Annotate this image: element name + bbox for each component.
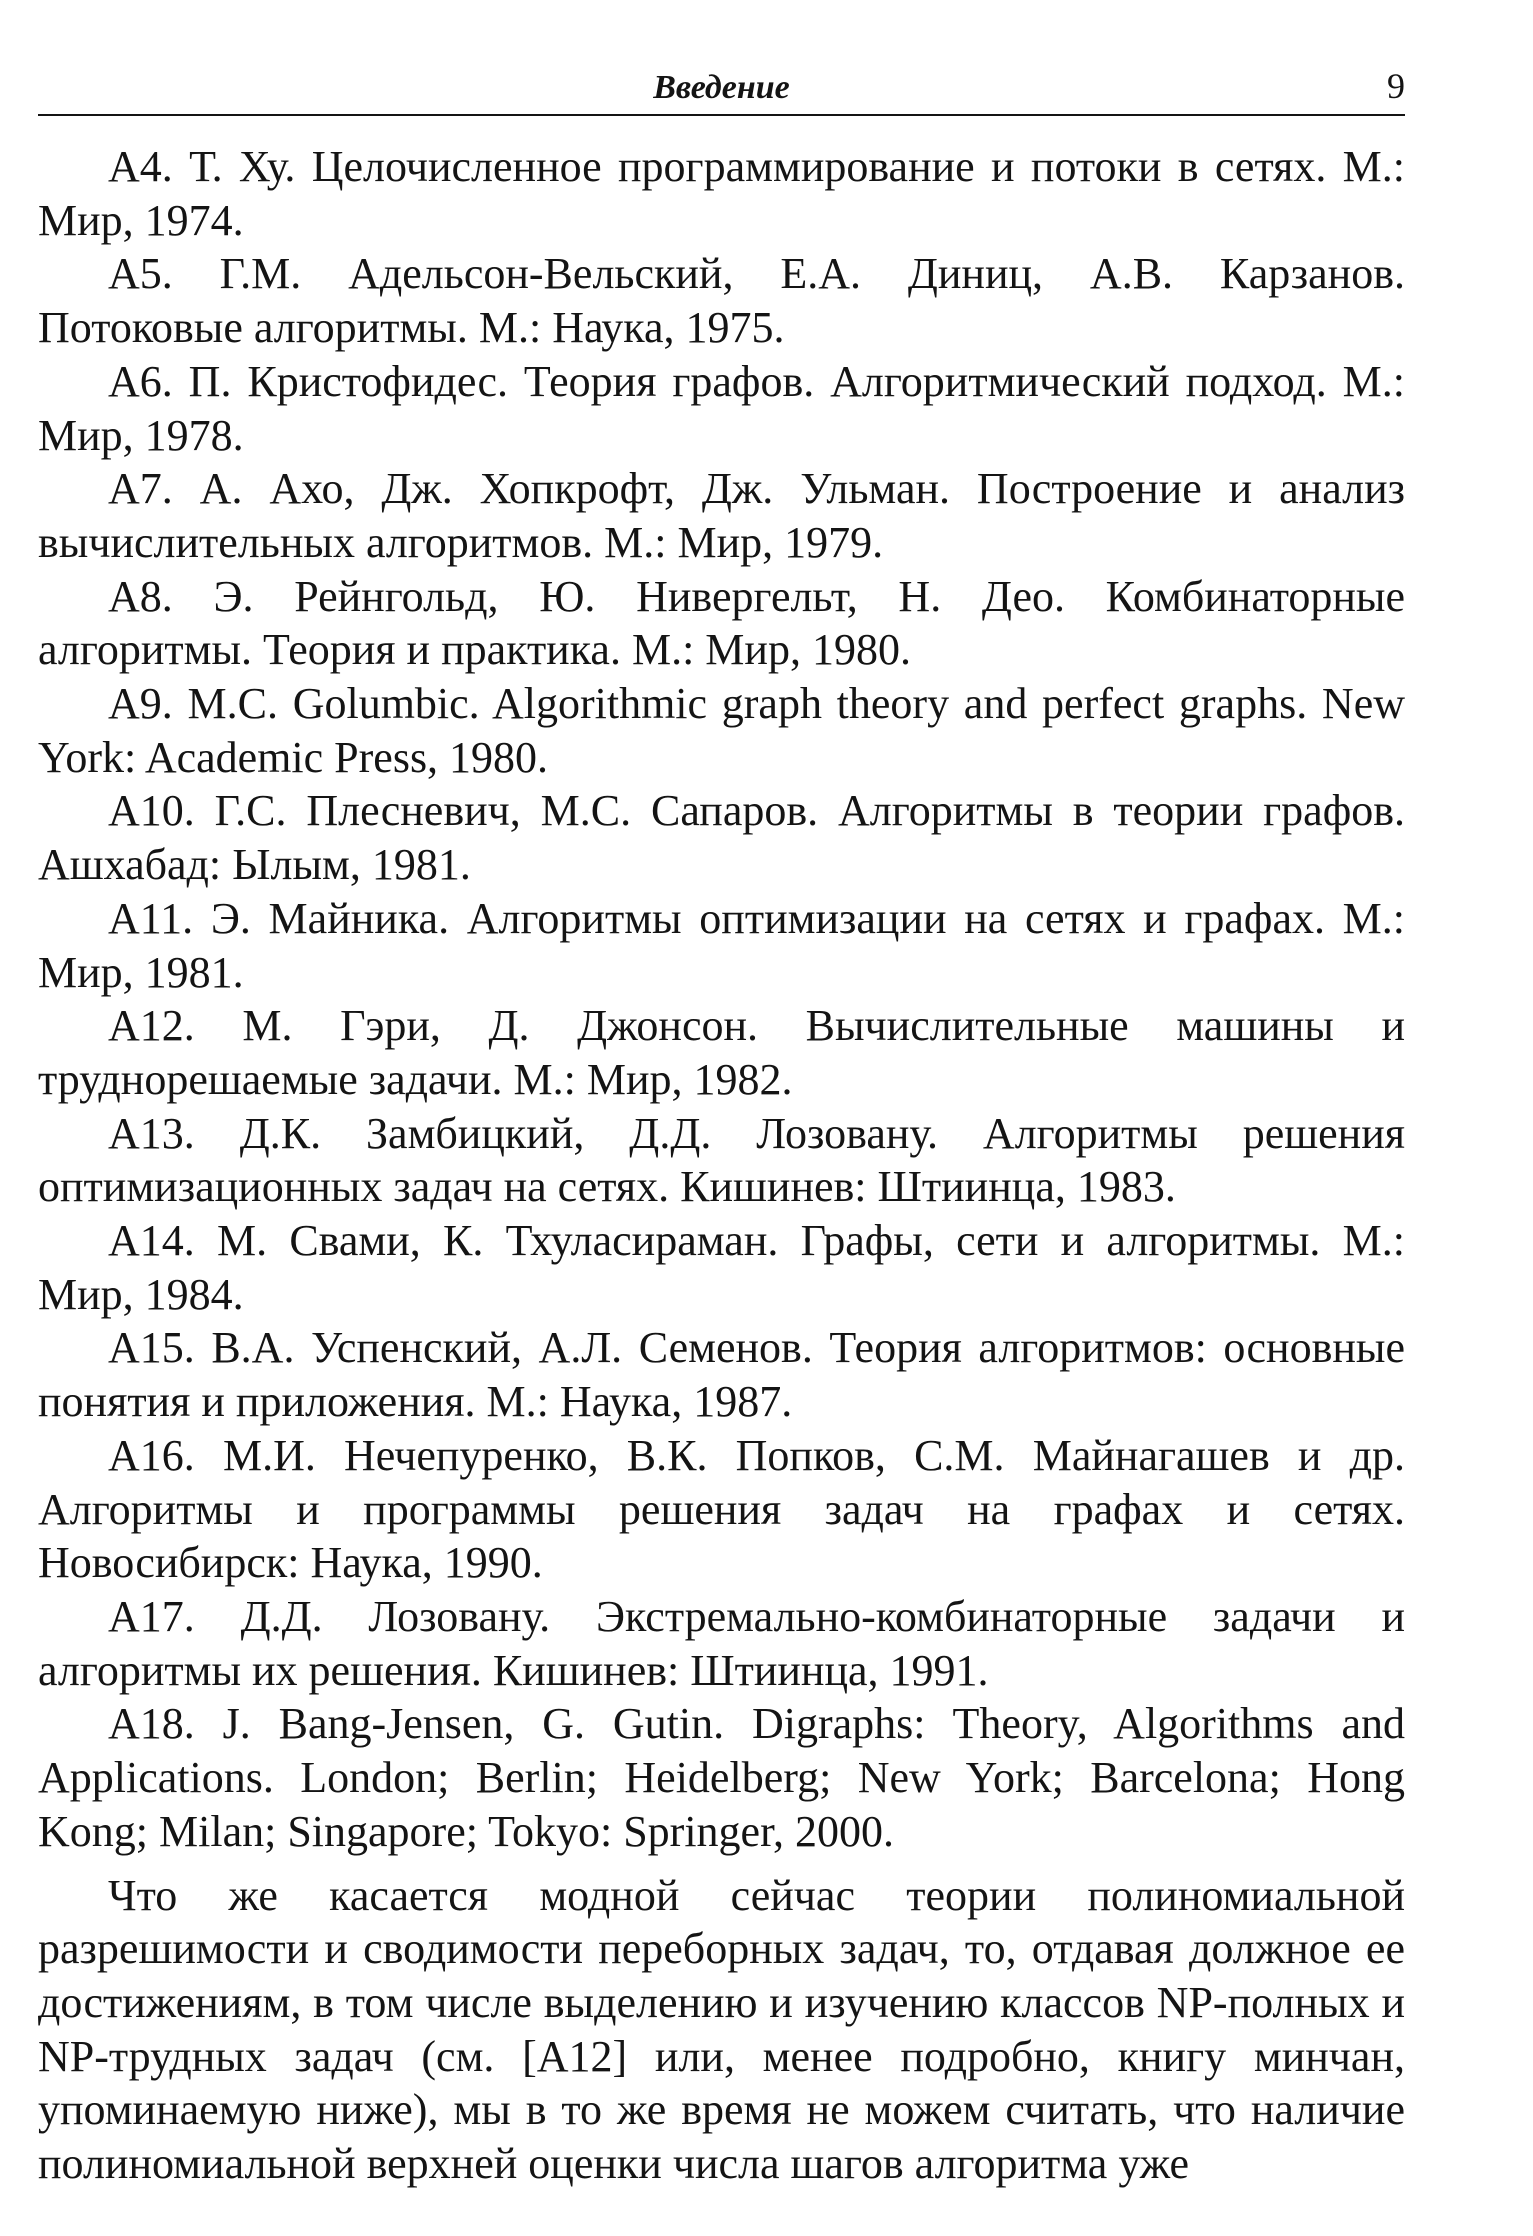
page-body: [38, 140, 1405, 2191]
chapter-title: Введение: [653, 69, 790, 106]
reference-a7: А7. А. Ахо, Дж. Хопкрофт, Дж. Ульман. Построение и анализ вычислительных алгоритмов. М.: Мир, 1979.: [38, 464, 1405, 567]
body-paragraph: Что же касается модной сейчас теории полиномиальной разрешимости и сводимости переборных задач, то, отдавая должное ее достижениям, в том числе выделению и изучению классов NP-полных и NP-трудных задач (см. [А12] или, менее подробно, книгу минчан, упоминаемую ниже), мы в то же время не можем считать, что наличие полиномиальной верхней оценки числа шагов алгоритма уже: [38, 1870, 1405, 2189]
reference-a9: А9. M.C. Golumbic. Algorithmic graph theory and perfect graphs. New York: Academic Press, 1980.: [38, 679, 1405, 782]
reference-a14: А14. М. Свами, К. Тхуласираман. Графы, сети и алгоритмы. М.: Мир, 1984.: [38, 1216, 1405, 1319]
reference-a5: А5. Г.М. Адельсон-Вельский, Е.А. Диниц, А.В. Карзанов. Потоковые алгоритмы. М.: Наука, 1975.: [38, 249, 1405, 353]
running-header: [38, 64, 1405, 116]
reference-a18: А18. J. Bang-Jensen, G. Gutin. Digraphs: Theory, Algorithms and Applications. London; Berlin; Heidelberg; New York; Barcelona; Hong Kong; Milan; Singapore; Tokyo: Springer, 2000.: [38, 1699, 1405, 1856]
reference-a17: А17. Д.Д. Лозовану. Экстремально-комбинаторные задачи и алгоритмы их решения. Кишинев: Штиинца, 1991.: [38, 1591, 1405, 1695]
reference-a4: А4. Т. Ху. Целочисленное программирование и потоки в сетях. М.: Мир, 1974.: [38, 142, 1405, 245]
page-number: 9: [1387, 66, 1405, 106]
reference-a16: А16. М.И. Нечепуренко, В.К. Попков, С.М. Майнагашев и др. Алгоритмы и программы решения задач на графах и сетях. Новосибирск: Наука, 1990.: [38, 1430, 1405, 1588]
reference-a10: А10. Г.С. Плесневич, М.С. Сапаров. Алгоритмы в теории графов. Ашхабад: Ылым, 1981.: [38, 786, 1405, 890]
reference-a12: А12. М. Гэри, Д. Джонсон. Вычислительные машины и труднорешаемые задачи. М.: Мир, 1982.: [38, 1001, 1405, 1104]
reference-a13: А13. Д.К. Замбицкий, Д.Д. Лозовану. Алгоритмы решения оптимизационных задач на сетях. Кишинев: Штиинца, 1983.: [38, 1108, 1405, 1212]
reference-a8: А8. Э. Рейнгольд, Ю. Нивергельт, Н. Део. Комбинаторные алгоритмы. Теория и практика. М.: Мир, 1980.: [38, 571, 1405, 675]
reference-a6: А6. П. Кристофидес. Теория графов. Алгоритмический подход. М.: Мир, 1978.: [38, 356, 1405, 460]
reference-a15: А15. В.А. Успенский, А.Л. Семенов. Теория алгоритмов: основные понятия и приложения. М.: Наука, 1987.: [38, 1323, 1405, 1427]
reference-a11: А11. Э. Майника. Алгоритмы оптимизации на сетях и графах. М.: Мир, 1981.: [38, 893, 1405, 997]
